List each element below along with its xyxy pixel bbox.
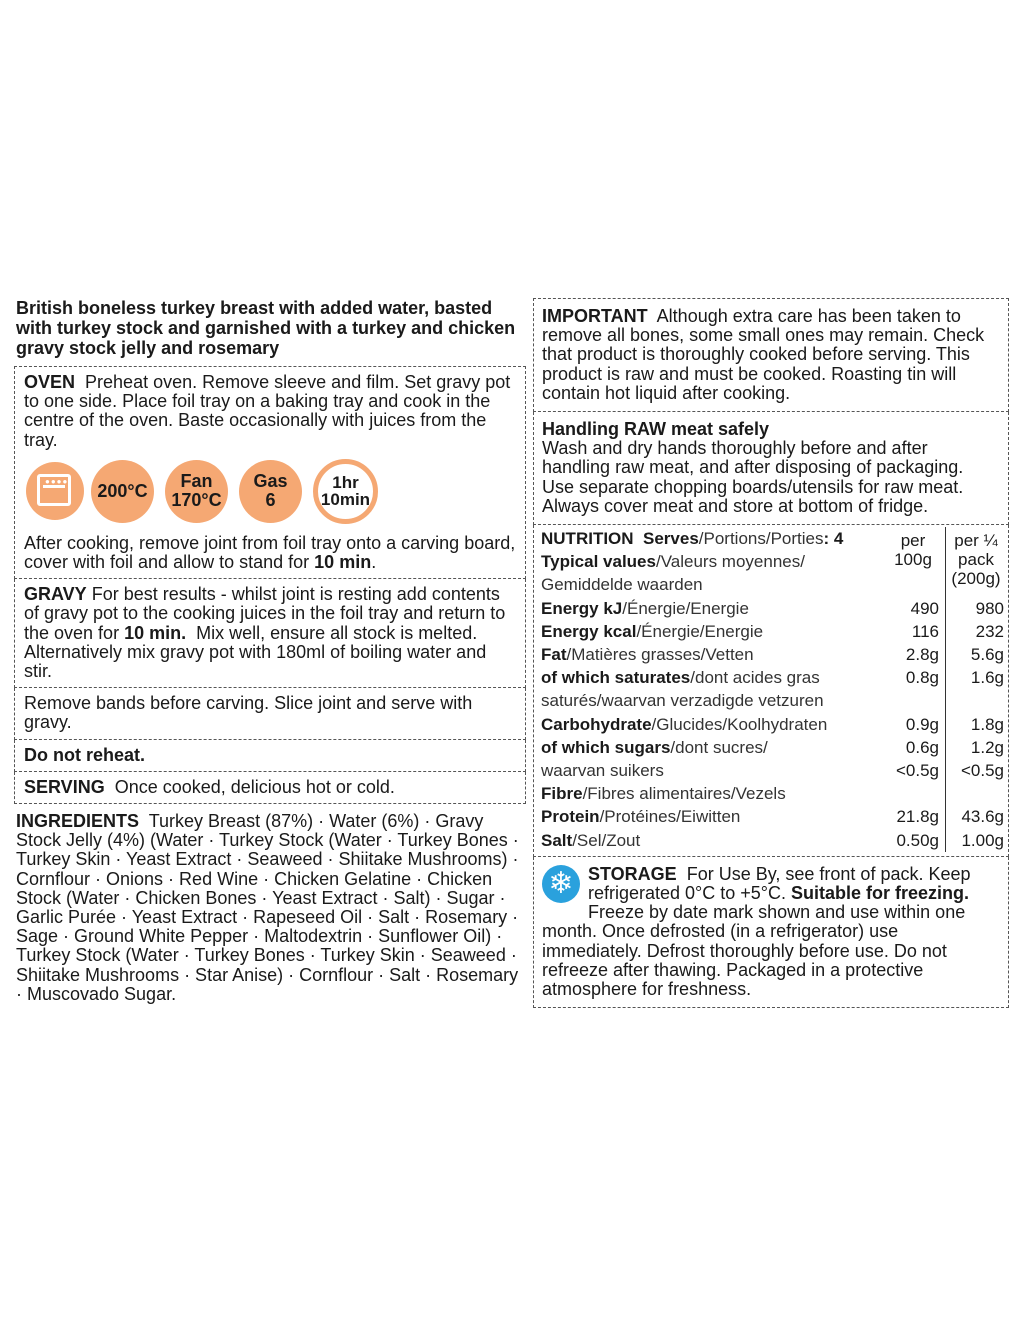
nutrition-row xyxy=(541,736,1006,759)
value-per-pack: 5.6g xyxy=(946,643,1007,666)
value-per-pack xyxy=(946,782,1007,805)
nutrition-rows xyxy=(541,597,1006,852)
nutrition-row xyxy=(541,597,1006,620)
ingredients-section xyxy=(14,804,526,1004)
remove-bands xyxy=(14,688,526,739)
value-per-pack: 1.6g xyxy=(946,666,1007,689)
value-per-100g: 116 xyxy=(911,621,939,641)
value-per-100g xyxy=(881,689,946,712)
nutrient-name: Energy kcal xyxy=(541,621,637,641)
value-per-pack: 232 xyxy=(946,620,1007,643)
gravy-heading: GRAVY xyxy=(24,584,87,605)
nutrient-name: Carbohydrate xyxy=(541,714,652,734)
value-per-100g xyxy=(881,782,946,805)
value-per-pack: <0.5g xyxy=(946,759,1007,782)
oven-text: Preheat oven. Remove sleeve and film. Set gravy pot to one side. Place foil tray on a baking tray and cook in the centre of the oven. Baste occasionally with juices from the tray. xyxy=(24,372,511,450)
important-heading: IMPORTANT xyxy=(542,306,648,326)
nutrient-name: Fibre xyxy=(541,784,583,804)
nutrition-row xyxy=(541,643,1006,666)
storage-text2: Freeze by date mark shown and use within one month. Once defrosted (in a refrigerator) use immediately. Defrost thoroughly before use. Do not refreeze after thawing. Packaged in a protective atmosphere for freshness. xyxy=(542,902,966,1000)
temp-chip xyxy=(91,460,154,523)
nutrient-translation: /dont acides gras xyxy=(690,668,820,688)
col-per-pack: per ¼ pack (200g) xyxy=(946,527,1007,597)
nutrient-label xyxy=(541,782,881,805)
serves-rest: /Portions/Porties xyxy=(698,529,824,549)
value-per-100g: 2.8g xyxy=(905,645,939,665)
nutrition-row xyxy=(541,689,1006,712)
nutrient-translation: /Énergie/Energie xyxy=(636,621,764,641)
nutrient-label xyxy=(541,620,881,643)
nutrition-heading: NUTRITION xyxy=(541,529,634,549)
value-per-100g: 0.8g xyxy=(905,668,939,688)
serving-section xyxy=(14,772,526,804)
nutrient-translation: /Énergie/Energie xyxy=(622,598,749,618)
gas-value: 6 xyxy=(265,490,276,511)
serving-text: Once cooked, delicious hot or cold. xyxy=(114,776,395,797)
time-hr: 1hr xyxy=(332,473,359,493)
nutrient-translation: /Protéines/Eiwitten xyxy=(599,807,741,827)
value-per-pack: 1.8g xyxy=(946,713,1007,736)
value-per-pack: 1.2g xyxy=(946,736,1007,759)
nutrient-translation: /Matières grasses/Vetten xyxy=(566,645,754,665)
oven-after-bold: 10 min xyxy=(314,552,372,573)
nutrient-label xyxy=(541,713,881,736)
value-per-100g: 490 xyxy=(910,598,939,618)
value-per-100g: 0.6g xyxy=(905,737,939,757)
nutrient-label xyxy=(541,666,881,689)
temp-value: 200°C xyxy=(97,480,148,501)
col-per-100g: per 100g xyxy=(894,531,932,570)
nutrient-translation: /Sel/Zout xyxy=(572,830,641,850)
handling-text: Wash and dry hands thoroughly before and after handling raw meat, and after disposing of packaging. Use separate chopping boards/utensils for raw meat. Always cover meat and store at bottom of fridge. xyxy=(542,438,964,516)
serving-heading: SERVING xyxy=(24,776,105,797)
nutrition-table xyxy=(541,527,1006,852)
cooking-chips xyxy=(26,459,516,524)
nutrient-name: Salt xyxy=(541,830,573,850)
storage-text1: For Use By, see front of pack. Keep refrigerated 0°C to +5°C. xyxy=(588,863,971,904)
nutrition-row xyxy=(541,713,1006,736)
nutrition-row xyxy=(541,666,1006,689)
nutrient-translation: /dont sucres/ xyxy=(670,737,768,757)
fan-chip xyxy=(165,460,228,523)
nutrient-name: of which saturates xyxy=(541,668,691,688)
ingredients-heading: INGREDIENTS xyxy=(16,811,140,832)
fan-value: 170°C xyxy=(171,490,222,511)
nutrition-row xyxy=(541,805,1006,828)
no-reheat xyxy=(14,740,526,772)
nutrient-translation: saturés/waarvan verzadigde vetzuren xyxy=(541,691,824,711)
time-chip xyxy=(313,459,378,524)
nutrition-section xyxy=(533,525,1009,857)
value-per-100g: 0.50g xyxy=(896,830,939,850)
fan-label: Fan xyxy=(180,471,213,492)
gravy-text1: For best results - whilst joint is resting add contents of gravy pot to the cooking juices in the foil tray and return to the oven for xyxy=(24,584,506,643)
gravy-section xyxy=(14,579,526,688)
oven-heading: OVEN xyxy=(24,372,76,392)
value-per-pack: 43.6g xyxy=(946,805,1007,828)
typical-rest2: Gemiddelde waarden xyxy=(541,575,703,595)
value-per-100g: 21.8g xyxy=(896,807,939,827)
nutrient-name: Energy kJ xyxy=(541,598,623,618)
nutrient-name: Fat xyxy=(541,645,567,665)
nutrient-translation: /Fibres alimentaires/Vezels xyxy=(582,784,786,804)
product-title: British boneless turkey breast with added water, basted with turkey stock and garnished with a turkey and chicken gravy stock jelly and rosemary xyxy=(16,298,516,358)
oven-after-end: . xyxy=(371,552,377,573)
value-per-100g: 0.9g xyxy=(905,714,939,734)
nutrient-label xyxy=(541,736,881,759)
nutrition-row xyxy=(541,829,1006,852)
nutrition-row xyxy=(541,759,1006,782)
nutrient-name: of which sugars xyxy=(541,737,671,757)
nutrient-translation: /Glucides/Koolhydraten xyxy=(651,714,828,734)
storage-bold: Suitable for freezing. xyxy=(791,883,970,904)
remove-bands-text: Remove bands before carving. Slice joint and serve with gravy. xyxy=(24,693,473,733)
oven-section xyxy=(14,366,526,579)
time-min: 10min xyxy=(320,490,371,510)
no-reheat-text: Do not reheat. xyxy=(24,744,146,765)
value-per-100g: <0.5g xyxy=(895,761,939,781)
oven-after xyxy=(24,534,516,572)
serves-value: : 4 xyxy=(823,529,844,549)
nutrient-label xyxy=(541,805,881,828)
gravy-text2: Mix well, ensure all stock is melted. Alternatively mix gravy pot with 180ml of boiling water and stir. xyxy=(24,622,487,682)
left-column xyxy=(14,298,526,1004)
value-per-pack xyxy=(946,689,1007,712)
important-text: Although extra care has been taken to remove all bones, some small ones may remain. Check that product is thoroughly cooked before serving. This product is raw and must be cooked. Roasting tin will contain hot liquid after cooking. xyxy=(542,306,985,403)
gas-chip xyxy=(239,460,302,523)
right-column xyxy=(533,298,1009,1008)
ingredients-text: Turkey Breast (87%) · Water (6%) · Gravy Stock Jelly (4%) (Water · Turkey Stock (Water · Turkey Bones · Turkey Skin · Yeast Extract · Seaweed · Shiitake Mushrooms) · Cornflour · Onions · Red Wine · Chicken Gelatine · Chicken Stock (Water · Chicken Bones · Yeast Extract · Salt) · Sugar · Garlic Purée · Yeast Extract · Rapeseed Oil · Salt · Rosemary · Sage · Ground White Pepper · Maltodextrin · Sunflower Oil) · Turkey Stock (Water · Turkey Bones · Turkey Skin · Seaweed · Shiitake Mushrooms · Star Anise) · Cornflour · Salt · Rosemary · Muscovado Sugar. xyxy=(16,811,519,1004)
serves-label: Serves xyxy=(643,529,699,549)
nutrition-row xyxy=(541,620,1006,643)
typical-rest: /Valeurs moyennes/ xyxy=(655,552,805,572)
nutrient-label xyxy=(541,643,881,666)
nutrient-label xyxy=(541,597,881,620)
oven-after-text: After cooking, remove joint from foil tray onto a carving board, cover with foil and allow to stand for xyxy=(24,532,516,573)
gravy-bold: 10 min. xyxy=(124,622,187,643)
nutrition-header-cell xyxy=(541,527,881,597)
gas-label: Gas xyxy=(253,471,288,492)
nutrient-label xyxy=(541,759,881,782)
value-per-pack: 1.00g xyxy=(946,829,1007,852)
value-per-pack: 980 xyxy=(946,597,1007,620)
snowflake-icon: ❄ xyxy=(542,865,580,903)
important-section xyxy=(533,298,1009,412)
nutrient-translation: waarvan suikers xyxy=(541,761,664,781)
nutrient-label xyxy=(541,829,881,852)
nutrient-name: Protein xyxy=(541,807,600,827)
storage-heading: STORAGE xyxy=(588,863,677,884)
nutrient-label xyxy=(541,689,881,712)
handling-section xyxy=(533,412,1009,525)
oven-icon: ●●●● xyxy=(26,462,84,520)
storage-section xyxy=(533,857,1009,1008)
typical-label: Typical values xyxy=(541,552,656,572)
handling-heading: Handling RAW meat safely xyxy=(542,419,770,440)
nutrition-row xyxy=(541,782,1006,805)
